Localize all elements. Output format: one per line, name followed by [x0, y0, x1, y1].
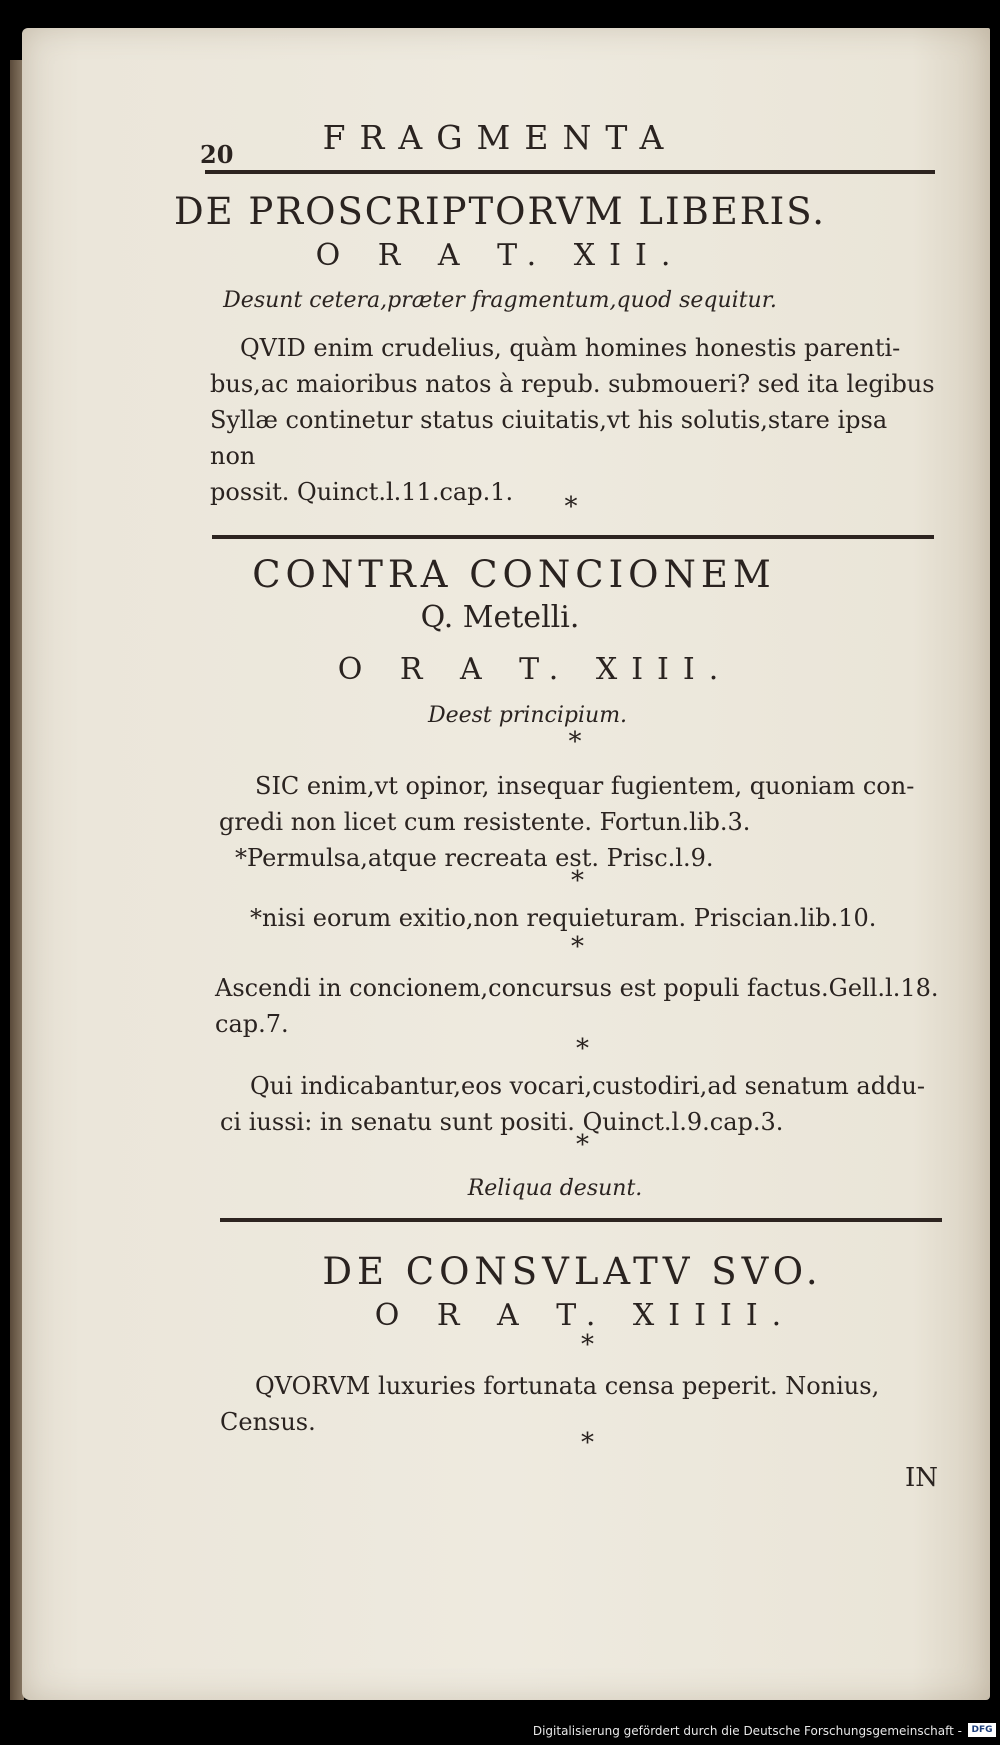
text-line: SIC enim,vt opinor, insequar fugientem, quoniam con- [255, 772, 915, 800]
text-line: Syllæ continetur status ciuitatis,vt his solutis,stare ipsa non [210, 406, 888, 470]
section2-title: CONTRA CONCIONEM [252, 553, 776, 596]
section1-title: DE PROSCRIPTORVM LIBERIS. [173, 190, 827, 233]
text-line: ci iussi: in senatu sunt positi. Quinct.l.9.cap.3. [220, 1108, 784, 1136]
section2-note: Deest principium. [427, 703, 628, 728]
section2-asterisk: * [576, 1034, 589, 1064]
section1-note: Desunt cetera,præter fragmentum,quod sequitur. [223, 288, 777, 313]
footer-text: Digitalisierung gefördert durch die Deutsche Forschungsgemeinschaft - [532, 1724, 962, 1738]
section2-asterisk: * [571, 866, 584, 896]
section3-orat: O R A T. XIIII. [374, 1298, 796, 1333]
section2-orat: O R A T. XIII. [337, 652, 733, 687]
text-line: Ascendi in concionem,concursus est populi factus.Gell.l.18. [215, 974, 939, 1002]
text-line: *Permulsa,atque recreata est. Prisc.l.9. [235, 844, 714, 872]
header-rule [205, 170, 935, 174]
section2-asterisk: * [576, 1130, 589, 1160]
text-line: Qui indicabantur,eos vocari,custodiri,ad senatum addu- [250, 1072, 925, 1100]
section2-closing-note: Reliqua desunt. [467, 1176, 643, 1201]
text-line: QVID enim crudelius, quàm homines honestis parenti- [240, 334, 901, 362]
text-line: bus,ac maioribus natos à repub. submoueri? sed ita legibus [210, 370, 935, 398]
section1-paragraph [210, 330, 940, 510]
text-line: cap.7. [215, 1010, 289, 1038]
section3-asterisk: * [581, 1330, 594, 1360]
running-head-title: FRAGMENTA [322, 118, 678, 157]
section3-asterisk: * [581, 1428, 594, 1458]
section2-subtitle: Q. Metelli. [420, 600, 580, 635]
dfg-logo-icon: DFG [968, 1723, 996, 1737]
section1-asterisk: * [564, 492, 578, 522]
section2-paragraph-3 [215, 970, 950, 1042]
catchword: IN [905, 1463, 939, 1493]
section1-rule [212, 535, 934, 539]
section1-orat: O R A T. XII. [315, 238, 685, 273]
text-line: Census. [220, 1408, 316, 1436]
text-line: gredi non licet cum resistente. Fortun.lib.3. [219, 808, 751, 836]
section3-title: DE CONSVLATV SVO. [322, 1250, 823, 1293]
section2-rule [220, 1218, 942, 1222]
section2-paragraph-1 [219, 768, 945, 876]
section2-asterisk: * [571, 932, 584, 962]
text-line: QVORVM luxuries fortunata censa peperit. Nonius, [255, 1372, 880, 1400]
page-number: 20 [200, 140, 234, 169]
text-line: possit. Quinct.l.11.cap.1. [210, 478, 514, 506]
section2-asterisk: * [568, 727, 582, 757]
digitization-footer [0, 1718, 1000, 1745]
section2-paragraph-2: *nisi eorum exitio,non requieturam. Priscian.lib.10. [250, 904, 877, 932]
